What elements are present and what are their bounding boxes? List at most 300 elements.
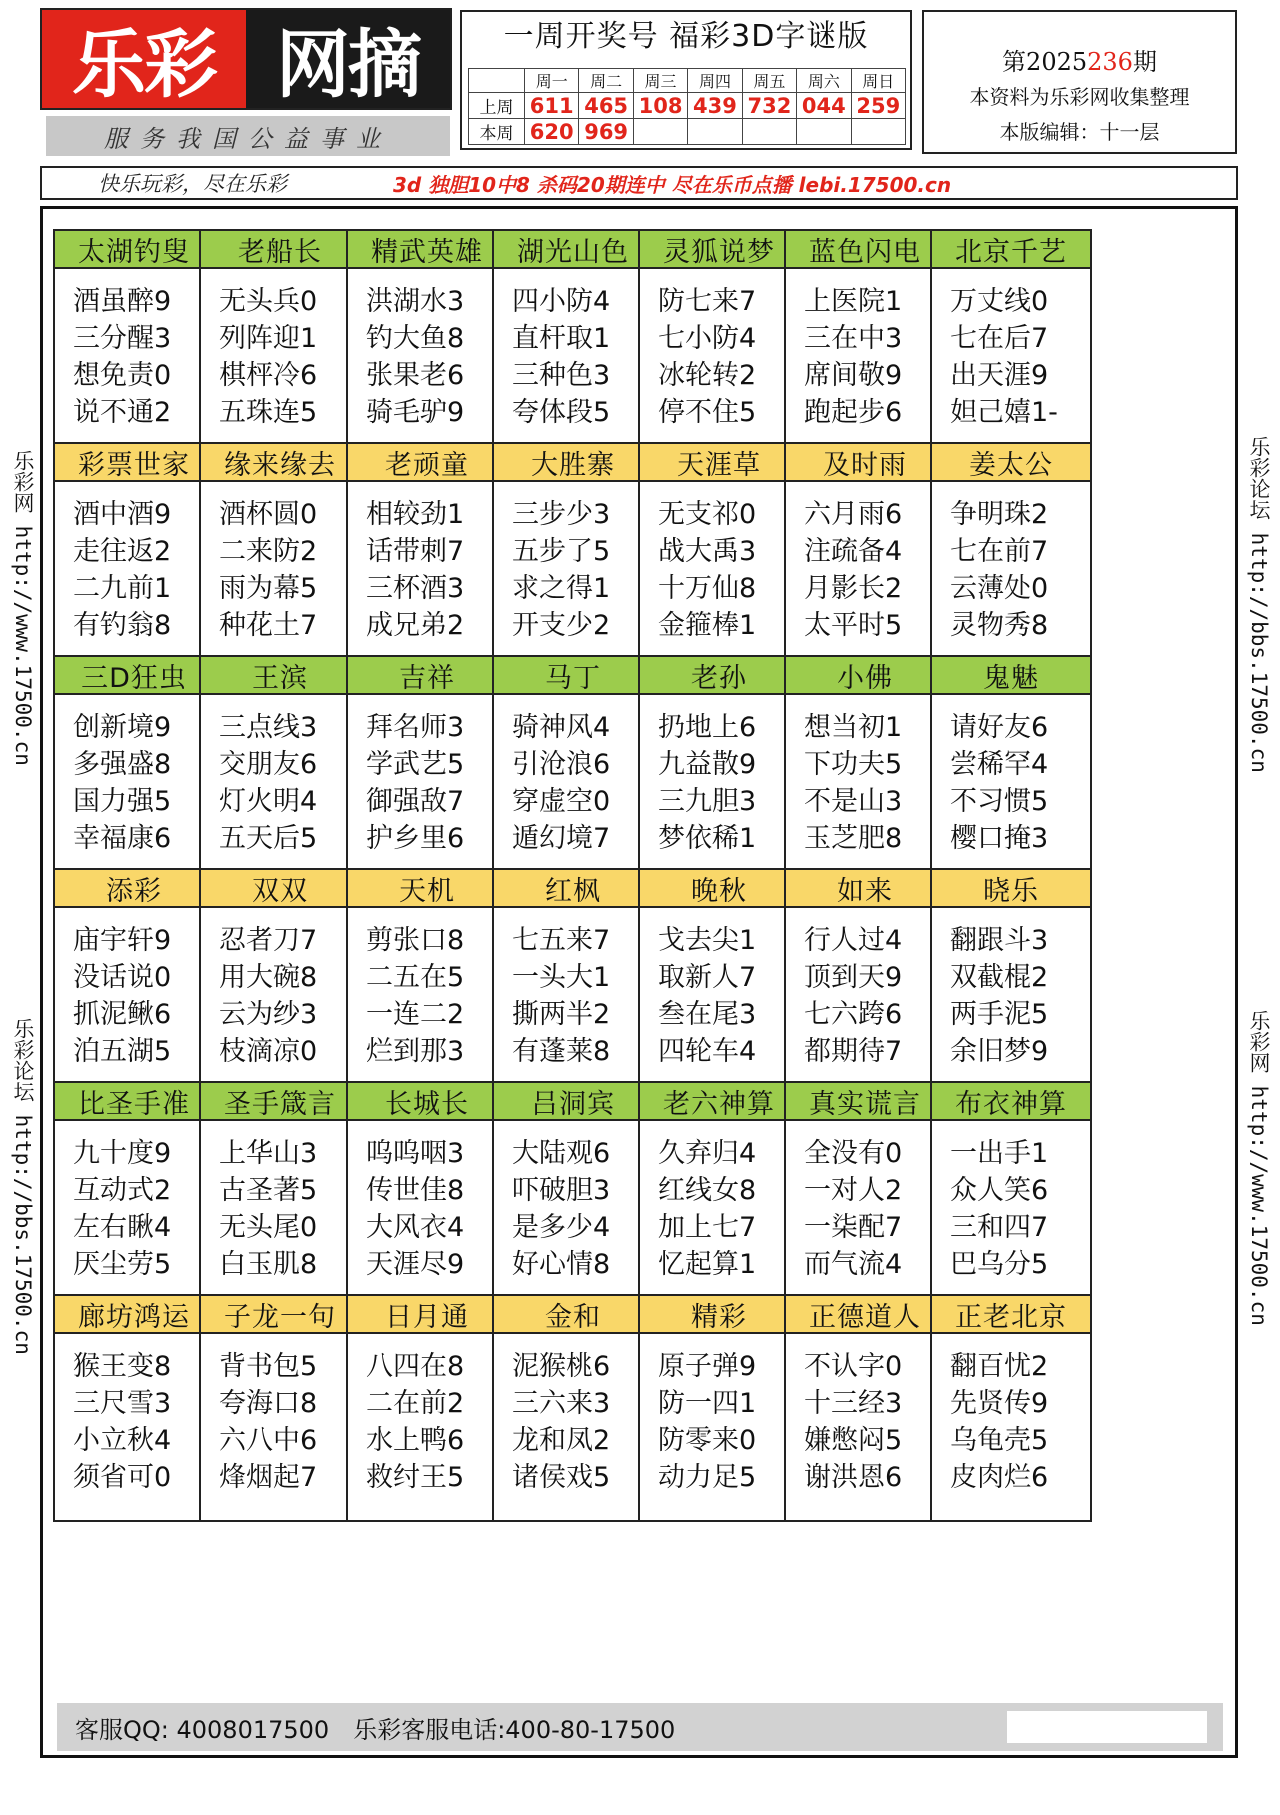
promo-link[interactable]: 3d 独胆10中8 杀码20期连中 尽在乐币点播 lebi.17500.cn (393, 172, 952, 197)
riddle-line: 七六跨6 (804, 999, 903, 1030)
side-text-left-bottom: 乐彩论坛 http://bbs.17500.cn (11, 1018, 35, 1355)
riddle-line: 皮肉烂6 (950, 1462, 1049, 1493)
riddle-line: 不习惯5 (950, 786, 1049, 817)
riddle-list (494, 1121, 652, 1283)
riddle-line: 直杆取1 (512, 323, 611, 354)
issue-note: 本资料为乐彩网收集整理 (969, 85, 1190, 109)
riddle-card (199, 1294, 361, 1522)
riddle-line: 三点线3 (219, 712, 318, 743)
riddle-line: 引沧浪6 (512, 749, 611, 780)
riddle-list (932, 269, 1090, 431)
riddle-line: 翻百忧2 (950, 1351, 1049, 1382)
riddle-line: 嫌憋闷5 (804, 1425, 903, 1456)
riddle-line: 席间敬9 (804, 360, 903, 391)
logo (40, 8, 452, 110)
riddle-line: 扔地上6 (658, 712, 757, 743)
riddle-line: 酒虽醉9 (73, 286, 172, 317)
riddle-line: 戈去尖1 (658, 925, 757, 956)
riddle-line: 创新境9 (73, 712, 172, 743)
riddle-line: 动力足5 (658, 1462, 757, 1493)
riddle-line: 下功夫5 (804, 749, 903, 780)
issue-panel (922, 10, 1237, 154)
riddle-card (199, 655, 361, 883)
riddle-line: 上医院1 (804, 286, 903, 317)
riddle-line: 五步了5 (512, 536, 611, 567)
draw-number (851, 119, 905, 145)
riddle-line: 二九前1 (73, 573, 172, 604)
riddle-line: 防一四1 (658, 1388, 757, 1419)
riddle-list (640, 695, 798, 857)
kaijiang-table (468, 68, 906, 145)
riddle-line: 交朋友6 (219, 749, 318, 780)
riddle-line: 遁幻境7 (512, 823, 611, 854)
riddle-line: 大风衣4 (366, 1212, 465, 1243)
this-week-label: 本周 (469, 119, 525, 145)
riddle-card (638, 655, 800, 883)
riddle-line: 十三经3 (804, 1388, 903, 1419)
riddle-line: 五珠连5 (219, 397, 318, 428)
riddle-card (638, 1294, 800, 1522)
riddle-line: 都期待7 (804, 1036, 903, 1067)
riddle-line: 五天后5 (219, 823, 318, 854)
riddle-line: 水上鸭6 (366, 1425, 465, 1456)
riddle-card-title: 姜太公 (932, 444, 1090, 482)
riddle-list (348, 908, 506, 1070)
riddle-line: 一出手1 (950, 1138, 1049, 1169)
riddle-line: 一头大1 (512, 962, 611, 993)
riddle-card (53, 229, 215, 457)
riddle-list (348, 269, 506, 431)
riddle-line: 金箍棒1 (658, 610, 757, 641)
riddle-list (494, 482, 652, 644)
riddle-line: 乌龟壳5 (950, 1425, 1049, 1456)
riddle-card (784, 655, 946, 883)
riddle-line: 二在前2 (366, 1388, 465, 1419)
riddle-list (932, 1334, 1090, 1496)
riddle-line: 天涯尽9 (366, 1249, 465, 1280)
riddle-line: 云薄处0 (950, 573, 1049, 604)
riddle-line: 万丈线0 (950, 286, 1049, 317)
riddle-card (784, 1081, 946, 1309)
riddle-list (932, 1121, 1090, 1283)
riddle-line: 三步少3 (512, 499, 611, 530)
riddle-line: 种花土7 (219, 610, 318, 641)
riddle-line: 大陆观6 (512, 1138, 611, 1169)
riddle-line: 白玉肌8 (219, 1249, 318, 1280)
riddle-line: 双截棍2 (950, 962, 1049, 993)
riddle-card-title: 天涯草 (640, 444, 798, 482)
kaijiang-panel (460, 10, 912, 150)
riddle-line: 三分醒3 (73, 323, 172, 354)
riddle-list (640, 1334, 798, 1496)
riddle-card-title: 添彩 (55, 870, 213, 908)
riddle-line: 好心情8 (512, 1249, 611, 1280)
riddle-line: 诸侯戏5 (512, 1462, 611, 1493)
riddle-list (640, 908, 798, 1070)
day-header: 周日 (851, 69, 905, 93)
riddle-card (492, 442, 654, 670)
riddle-card (53, 1081, 215, 1309)
riddle-line: 成兄弟2 (366, 610, 465, 641)
riddle-line: 呜呜咽3 (366, 1138, 465, 1169)
riddle-card-title: 马丁 (494, 657, 652, 695)
riddle-line: 原子弹9 (658, 1351, 757, 1382)
riddle-card-title: 布衣神算 (932, 1083, 1090, 1121)
riddle-card (346, 229, 508, 457)
riddle-line: 泊五湖5 (73, 1036, 172, 1067)
riddle-list (55, 695, 213, 857)
riddle-line: 话带刺7 (366, 536, 465, 567)
riddle-line: 红线女8 (658, 1175, 757, 1206)
riddle-line: 一柒配7 (804, 1212, 903, 1243)
promo-slogan: 快乐玩彩，尽在乐彩 (98, 172, 287, 196)
issue-number: 第2025236期 (1002, 48, 1157, 76)
riddle-card (199, 1081, 361, 1309)
riddle-line: 庙宇轩9 (73, 925, 172, 956)
riddle-card-title: 晚秋 (640, 870, 798, 908)
riddle-card-title: 真实谎言 (786, 1083, 944, 1121)
riddle-list (494, 269, 652, 431)
riddle-card (346, 655, 508, 883)
riddle-line: 六月雨6 (804, 499, 903, 530)
riddle-card (930, 1081, 1092, 1309)
riddle-line: 小立秋4 (73, 1425, 172, 1456)
riddle-card (346, 442, 508, 670)
riddle-list (201, 695, 359, 857)
slogan: 服务我国公益事业 (46, 116, 450, 156)
riddle-list (494, 695, 652, 857)
riddle-card-title: 太湖钓叟 (55, 231, 213, 269)
riddle-line: 撕两半2 (512, 999, 611, 1030)
riddle-list (55, 1334, 213, 1496)
riddle-line: 四小防4 (512, 286, 611, 317)
riddle-line: 钓大鱼8 (366, 323, 465, 354)
riddle-line: 梦依稀1 (658, 823, 757, 854)
draw-number (797, 119, 851, 145)
riddle-line: 七小防4 (658, 323, 757, 354)
draw-number: 439 (688, 93, 742, 119)
riddle-line: 顶到天9 (804, 962, 903, 993)
riddle-line: 妲己嬉1- (950, 397, 1058, 428)
day-header: 周五 (742, 69, 796, 93)
riddle-card-title: 吕洞宾 (494, 1083, 652, 1121)
riddle-line: 三尺雪3 (73, 1388, 172, 1419)
riddle-line: 跑起步6 (804, 397, 903, 428)
riddle-card (53, 442, 215, 670)
riddle-line: 战大禹3 (658, 536, 757, 567)
riddle-list (494, 1334, 652, 1496)
riddle-card (784, 442, 946, 670)
riddle-list (201, 908, 359, 1070)
riddle-line: 猴王变8 (73, 1351, 172, 1382)
riddle-line: 七在后7 (950, 323, 1049, 354)
riddle-line: 有钓翁8 (73, 610, 172, 641)
riddle-list (786, 269, 944, 431)
riddle-card-title: 老顽童 (348, 444, 506, 482)
riddle-card-title: 精武英雄 (348, 231, 506, 269)
day-header: 周二 (579, 69, 633, 93)
riddle-card (784, 1294, 946, 1522)
draw-number: 108 (633, 93, 687, 119)
riddle-card-title: 如来 (786, 870, 944, 908)
riddle-card (492, 655, 654, 883)
riddle-list (55, 1121, 213, 1283)
day-header: 周四 (688, 69, 742, 93)
riddle-line: 张果老6 (366, 360, 465, 391)
riddle-card (346, 1081, 508, 1309)
riddle-line: 骑毛驴9 (366, 397, 465, 428)
riddle-list (494, 908, 652, 1070)
riddle-card (638, 868, 800, 1096)
riddle-line: 救纣王5 (366, 1462, 465, 1493)
riddle-card-title: 蓝色闪电 (786, 231, 944, 269)
riddle-line: 玉芝肥8 (804, 823, 903, 854)
riddle-line: 七在前7 (950, 536, 1049, 567)
riddle-list (348, 1121, 506, 1283)
riddle-line: 御强敌7 (366, 786, 465, 817)
riddle-list (348, 482, 506, 644)
riddle-line: 夸海口8 (219, 1388, 318, 1419)
riddle-list (201, 1334, 359, 1496)
riddle-card-title: 老六神算 (640, 1083, 798, 1121)
riddle-line: 防零来0 (658, 1425, 757, 1456)
side-text-left-top: 乐彩网 http://www.17500.cn (11, 450, 35, 766)
riddle-line: 无支祁0 (658, 499, 757, 530)
riddle-card (199, 442, 361, 670)
riddle-line: 夸体段5 (512, 397, 611, 428)
riddle-card-title: 灵狐说梦 (640, 231, 798, 269)
riddle-card-title: 正老北京 (932, 1296, 1090, 1334)
riddle-card-title: 小佛 (786, 657, 944, 695)
riddle-line: 忍者刀7 (219, 925, 318, 956)
riddle-list (786, 1334, 944, 1496)
riddle-list (640, 1121, 798, 1283)
riddle-card-title: 北京千艺 (932, 231, 1090, 269)
riddle-line: 防七来7 (658, 286, 757, 317)
footer (57, 1703, 1223, 1751)
riddle-card (784, 868, 946, 1096)
riddle-line: 骑神风4 (512, 712, 611, 743)
riddle-line: 三杯酒3 (366, 573, 465, 604)
riddle-line: 争明珠2 (950, 499, 1049, 530)
riddle-line: 不认字0 (804, 1351, 903, 1382)
riddle-list (786, 482, 944, 644)
riddle-card (638, 442, 800, 670)
riddle-line: 列阵迎1 (219, 323, 318, 354)
riddle-line: 九十度9 (73, 1138, 172, 1169)
riddle-card (930, 1294, 1092, 1522)
riddle-line: 三九胆3 (658, 786, 757, 817)
riddle-line: 八四在8 (366, 1351, 465, 1382)
riddle-line: 先贤传9 (950, 1388, 1049, 1419)
riddle-card (638, 229, 800, 457)
riddle-line: 取新人7 (658, 962, 757, 993)
riddle-line: 洪湖水3 (366, 286, 465, 317)
riddle-line: 九益散9 (658, 749, 757, 780)
draw-number: 969 (579, 119, 633, 145)
riddle-line: 而气流4 (804, 1249, 903, 1280)
riddle-line: 谢洪恩6 (804, 1462, 903, 1493)
riddle-card (346, 868, 508, 1096)
riddle-line: 龙和凤2 (512, 1425, 611, 1456)
riddle-line: 枝滴凉0 (219, 1036, 318, 1067)
riddle-card (53, 868, 215, 1096)
day-header: 周三 (633, 69, 687, 93)
day-header: 周一 (525, 69, 579, 93)
promo-bar (40, 166, 1238, 200)
riddle-card-title: 长城长 (348, 1083, 506, 1121)
draw-number (688, 119, 742, 145)
riddle-line: 烽烟起7 (219, 1462, 318, 1493)
riddle-line: 开支少2 (512, 610, 611, 641)
riddle-line: 叁在尾3 (658, 999, 757, 1030)
riddle-card (930, 229, 1092, 457)
riddle-card-title: 日月通 (348, 1296, 506, 1334)
draw-number: 044 (797, 93, 851, 119)
riddle-line: 三种色3 (512, 360, 611, 391)
draw-number: 732 (742, 93, 796, 119)
riddle-line: 说不通2 (73, 397, 172, 428)
riddle-line: 有蓬莱8 (512, 1036, 611, 1067)
riddle-card (638, 1081, 800, 1309)
riddle-card-title: 彩票世家 (55, 444, 213, 482)
customer-qq: 客服QQ: 4008017500 (75, 1715, 330, 1744)
riddle-line: 国力强5 (73, 786, 172, 817)
riddle-line: 众人笑6 (950, 1175, 1049, 1206)
riddle-line: 三和四7 (950, 1212, 1049, 1243)
riddle-line: 久弃归4 (658, 1138, 757, 1169)
riddle-card-title: 鬼魅 (932, 657, 1090, 695)
riddle-card-title: 天机 (348, 870, 506, 908)
riddle-line: 月影长2 (804, 573, 903, 604)
riddle-card (492, 229, 654, 457)
logo-black-text: 网摘 (246, 10, 450, 108)
riddle-line: 酒中酒9 (73, 499, 172, 530)
riddle-line: 左右瞅4 (73, 1212, 172, 1243)
riddle-line: 学武艺5 (366, 749, 465, 780)
riddle-line: 二五在5 (366, 962, 465, 993)
riddle-line: 背书包5 (219, 1351, 318, 1382)
riddle-card (930, 655, 1092, 883)
riddle-card (492, 1081, 654, 1309)
riddle-line: 互动式2 (73, 1175, 172, 1206)
riddle-line: 灵物秀8 (950, 610, 1049, 641)
riddle-list (201, 1121, 359, 1283)
riddle-list (55, 269, 213, 431)
riddle-line: 相较劲1 (366, 499, 465, 530)
riddle-list (786, 695, 944, 857)
riddle-line: 雨为幕5 (219, 573, 318, 604)
riddle-list (640, 269, 798, 431)
riddle-line: 七五来7 (512, 925, 611, 956)
riddle-line: 拜名师3 (366, 712, 465, 743)
riddle-line: 两手泥5 (950, 999, 1049, 1030)
riddle-line: 全没有0 (804, 1138, 903, 1169)
customer-phone: 乐彩客服电话:400-80-17500 (353, 1715, 676, 1744)
riddle-list (348, 695, 506, 857)
riddle-card-title: 双双 (201, 870, 359, 908)
side-text-right-bottom: 乐彩网 http://www.17500.cn (1247, 1010, 1271, 1326)
riddle-card-title: 子龙一句 (201, 1296, 359, 1334)
riddle-line: 冰轮转2 (658, 360, 757, 391)
riddle-line: 余旧梦9 (950, 1036, 1049, 1067)
riddle-line: 泥猴桃6 (512, 1351, 611, 1382)
riddle-card-title: 缘来缘去 (201, 444, 359, 482)
riddle-card (492, 1294, 654, 1522)
riddle-line: 尝稀罕4 (950, 749, 1049, 780)
riddle-list (786, 1121, 944, 1283)
riddle-line: 无头尾0 (219, 1212, 318, 1243)
riddle-line: 是多少4 (512, 1212, 611, 1243)
riddle-line: 烂到那3 (366, 1036, 465, 1067)
riddle-line: 想免责0 (73, 360, 172, 391)
riddle-line: 棋枰冷6 (219, 360, 318, 391)
riddle-card-title: 老孙 (640, 657, 798, 695)
riddle-line: 上华山3 (219, 1138, 318, 1169)
riddle-line: 三在中3 (804, 323, 903, 354)
draw-number (633, 119, 687, 145)
side-text-right-top: 乐彩论坛 http://bbs.17500.cn (1247, 436, 1271, 773)
draw-number: 611 (525, 93, 579, 119)
last-week-label: 上周 (469, 93, 525, 119)
draw-number (742, 119, 796, 145)
riddle-card (930, 868, 1092, 1096)
kaijiang-title: 一周开奖号 福彩3D字谜版 (503, 19, 869, 54)
riddle-line: 传世佳8 (366, 1175, 465, 1206)
riddle-line: 穿虚空0 (512, 786, 611, 817)
riddle-card-title: 正德道人 (786, 1296, 944, 1334)
riddle-line: 忆起算1 (658, 1249, 757, 1280)
draw-number: 465 (579, 93, 633, 119)
riddle-list (640, 482, 798, 644)
riddle-line: 厌尘劳5 (73, 1249, 172, 1280)
riddle-line: 巴乌分5 (950, 1249, 1049, 1280)
riddle-card-title: 王滨 (201, 657, 359, 695)
riddle-card (346, 1294, 508, 1522)
logo-red-text: 乐彩 (42, 10, 246, 108)
riddle-line: 不是山3 (804, 786, 903, 817)
riddle-card (492, 868, 654, 1096)
draw-number: 620 (525, 119, 579, 145)
riddle-line: 灯火明4 (219, 786, 318, 817)
riddle-list (55, 482, 213, 644)
riddle-list (932, 695, 1090, 857)
riddle-line: 一对人2 (804, 1175, 903, 1206)
riddle-list (348, 1334, 506, 1496)
riddle-card-title: 及时雨 (786, 444, 944, 482)
riddle-line: 酒杯圆0 (219, 499, 318, 530)
riddle-line: 六八中6 (219, 1425, 318, 1456)
riddle-card (930, 442, 1092, 670)
riddle-line: 请好友6 (950, 712, 1049, 743)
riddle-list (932, 482, 1090, 644)
riddle-list (201, 269, 359, 431)
riddle-card (199, 868, 361, 1096)
riddle-card-title: 吉祥 (348, 657, 506, 695)
riddle-line: 抓泥鳅6 (73, 999, 172, 1030)
riddle-card-title: 三D狂虫 (55, 657, 213, 695)
riddle-card-title: 晓乐 (932, 870, 1090, 908)
riddle-line: 无头兵0 (219, 286, 318, 317)
riddle-line: 护乡里6 (366, 823, 465, 854)
riddle-card-title: 老船长 (201, 231, 359, 269)
riddle-line: 云为纱3 (219, 999, 318, 1030)
riddle-line: 停不住5 (658, 397, 757, 428)
riddle-line: 樱口掩3 (950, 823, 1049, 854)
issue-editor: 本版编辑：十一层 (999, 120, 1160, 144)
riddle-card (53, 1294, 215, 1522)
riddle-line: 走往返2 (73, 536, 172, 567)
